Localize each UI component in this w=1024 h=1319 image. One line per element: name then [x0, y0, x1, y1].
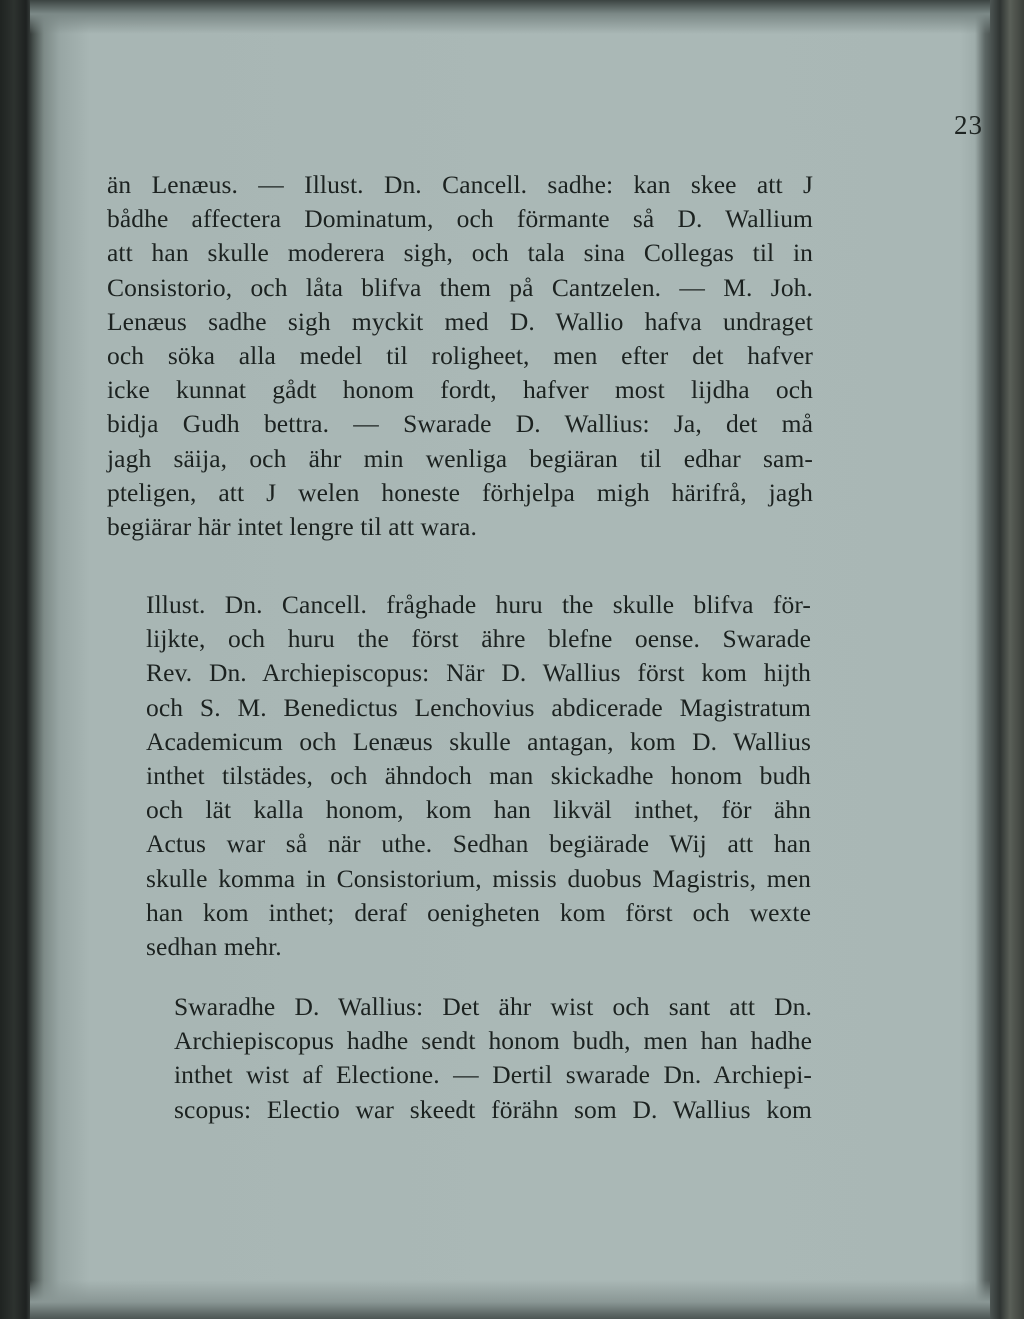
text-line: Swaradhe D. Wallius: Det ähr wist och sant att Dn.: [174, 992, 812, 1021]
text-line: än Lenæus. — Illust. Dn. Cancell. sadhe: kan skee att J: [107, 170, 813, 199]
paragraph-1: [107, 168, 813, 544]
text-line: och söka alla medel til roligheet, men efter det hafver: [107, 341, 813, 371]
text-line: Rev. Dn. Archiepiscopus: När D. Wallius först kom hijth: [146, 658, 811, 688]
text-line: begiärar här intet lengre til att wara.: [107, 512, 477, 542]
text-line: Archiepiscopus hadhe sendt honom budh, men han hadhe: [174, 1026, 812, 1056]
paragraph-3: [174, 990, 812, 1127]
text-line: scopus: Electio war skeedt förähn som D. Wallius kom: [174, 1094, 812, 1124]
text-line: Academicum och Lenæus skulle antagan, kom D. Wallius: [146, 726, 811, 756]
text-line: icke kunnat gådt honom fordt, hafver most lijdha och: [107, 375, 813, 405]
text-line: skulle komma in Consistorium, missis duobus Magistris, men: [146, 863, 811, 893]
page-number: 23: [954, 110, 983, 140]
page-top-edge-shadow: [30, 0, 990, 34]
text-line: att han skulle moderera sigh, och tala sina Collegas til in: [107, 238, 813, 268]
text-line: Lenæus sadhe sigh myckit med D. Wallio hafva undraget: [107, 306, 813, 336]
text-line: pteligen, att J welen honeste förhjelpa migh härifrå, jagh: [107, 477, 813, 507]
page-bottom-edge-shadow: [30, 1280, 990, 1319]
text-line: Actus war så när uthe. Sedhan begiärade Wij att han: [146, 829, 811, 859]
text-line: lijkte, och huru the först ähre blefne oense. Swarade: [146, 624, 811, 654]
paragraph-2: [146, 588, 811, 964]
text-line: han kom inthet; deraf oenigheten kom först och wexte: [146, 897, 811, 927]
text-line: jagh säija, och ähr min wenliga begiäran til edhar sam-: [107, 443, 813, 473]
text-line: inthet wist af Electione. — Dertil swarade Dn. Archiepi-: [174, 1060, 812, 1090]
text-line: Illust. Dn. Cancell. fråghade huru the skulle blifva för-: [146, 590, 811, 619]
text-line: och lät kalla honom, kom han likväl inthet, för ähn: [146, 795, 811, 825]
text-line: inthet tilstädes, och ähndoch man skickadhe honom budh: [146, 761, 811, 791]
text-line: Consistorio, och låta blifva them på Cantzelen. — M. Joh.: [107, 272, 813, 302]
text-line: bidja Gudh bettra. — Swarade D. Wallius: Ja, det må: [107, 409, 813, 439]
text-line: och S. M. Benedictus Lenchovius abdicerade Magistratum: [146, 692, 811, 722]
text-line: sedhan mehr.: [146, 932, 282, 962]
text-line: bådhe affectera Dominatum, och förmante så D. Wallium: [107, 204, 813, 234]
